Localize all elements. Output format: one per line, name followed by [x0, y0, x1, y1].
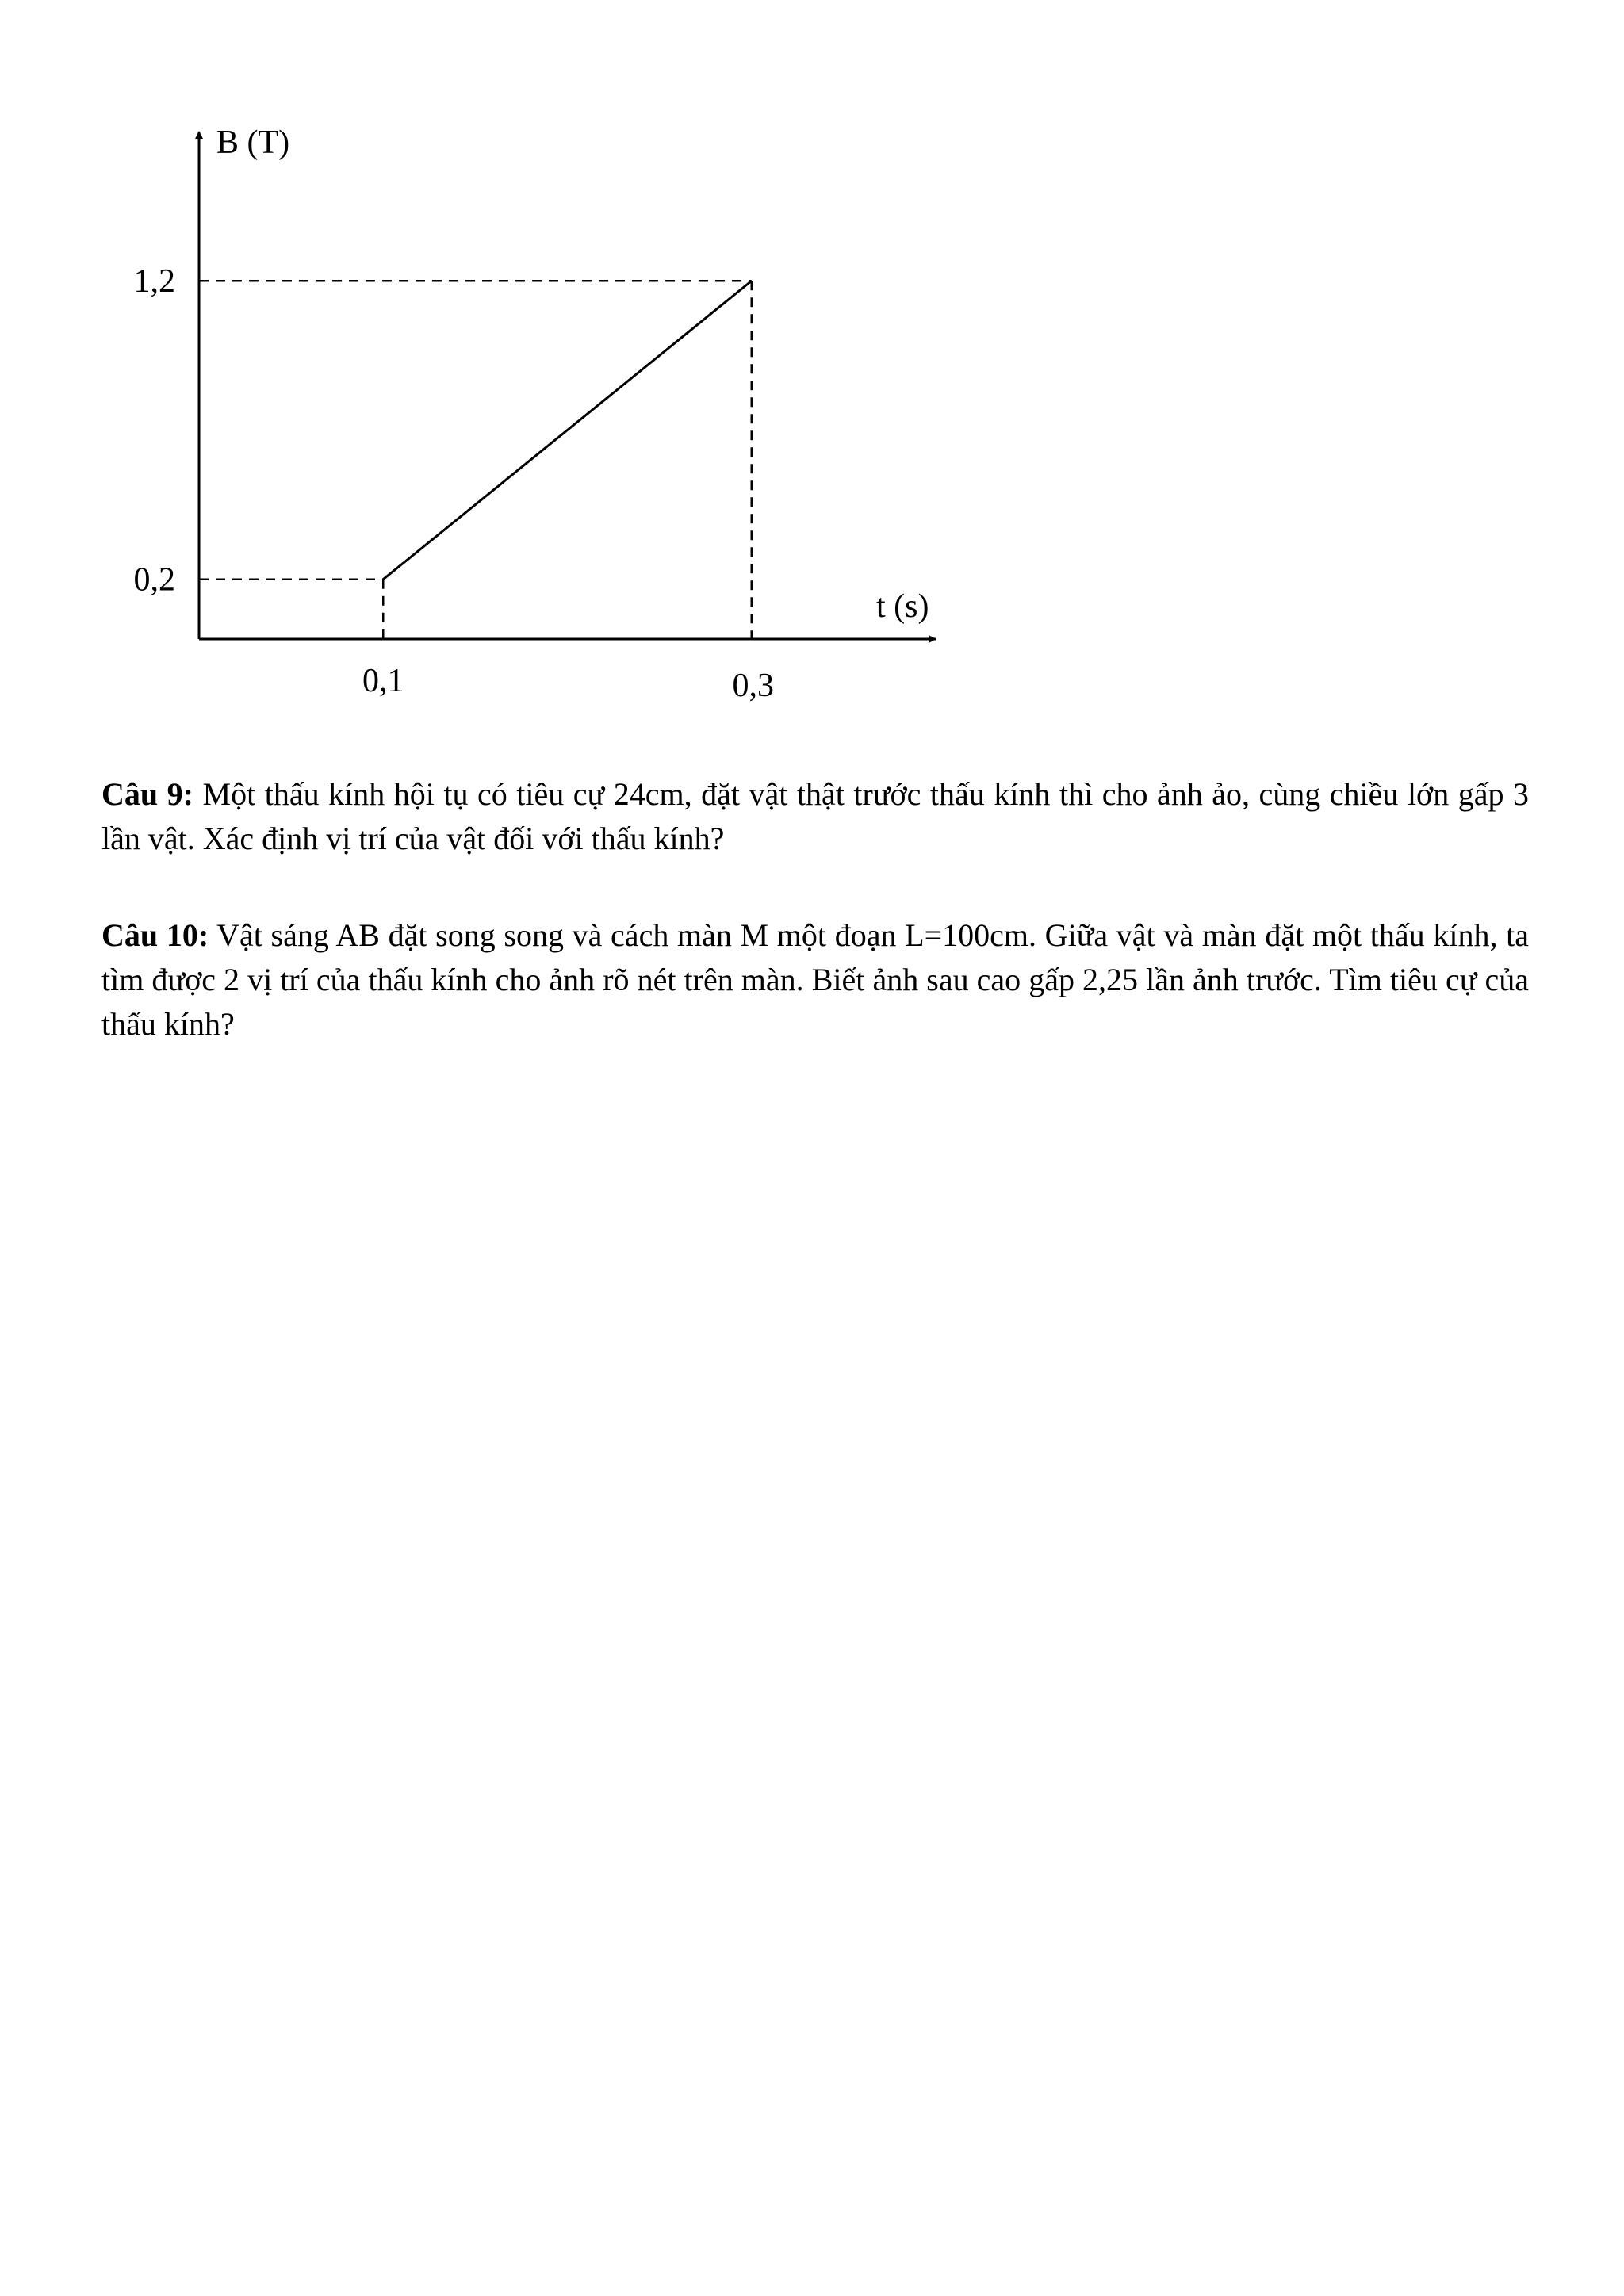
- question-10-label: Câu 10:: [102, 917, 209, 953]
- question-9-label: Câu 9:: [102, 776, 193, 812]
- x-tick-label: 0,3: [732, 668, 774, 704]
- series-line: [383, 281, 752, 579]
- y-axis-label: B (T): [216, 124, 290, 161]
- b-vs-t-graph: [0, 0, 1624, 761]
- x-tick-label: 0,1: [362, 663, 404, 699]
- axes: [199, 132, 936, 639]
- data-series: [383, 281, 752, 579]
- y-tick-label: 0,2: [133, 561, 175, 599]
- reference-lines: [199, 281, 752, 639]
- question-9-text: Một thấu kính hội tụ có tiêu cự 24cm, đặt vật thật trước thấu kính thì cho ảnh ảo, cùng chiều lớn gấp 3 lần vật. Xác định vị trí của vật đối với thấu kính?: [102, 776, 1529, 856]
- axis-labels: [134, 124, 929, 704]
- question-9: [102, 772, 1529, 861]
- question-10-text: Vật sáng AB đặt song song và cách màn M một đoạn L=100cm. Giữa vật và màn đặt một thấu kính, ta tìm được 2 vị trí của thấu kính cho ảnh rõ nét trên màn. Biết ảnh sau cao gấp 2,25 lần ảnh trước. Tìm tiêu cự của thấu kính?: [102, 917, 1529, 1042]
- question-10: [102, 913, 1529, 1047]
- y-tick-label: 1,2: [133, 263, 175, 300]
- x-axis-label: t (s): [876, 588, 929, 625]
